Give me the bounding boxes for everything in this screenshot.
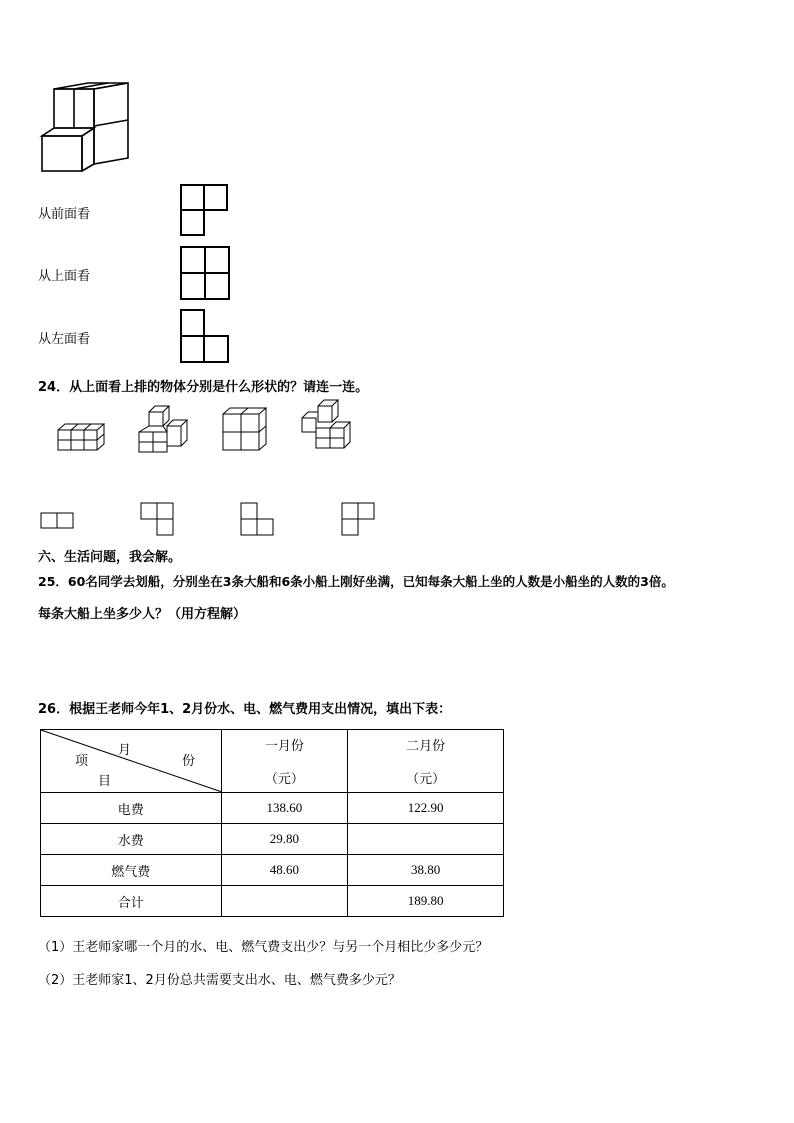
q24-shape-b: [140, 502, 176, 538]
row-january-value: 48.60: [221, 855, 348, 886]
header-february-line1: 二月份: [406, 738, 446, 753]
row-february-value: 38.80: [348, 855, 504, 886]
table-row: [41, 886, 504, 917]
table-corner-header: [41, 730, 222, 793]
q24-shape-c: [240, 502, 276, 538]
corner-label-month-2: 份: [182, 753, 196, 768]
corner-label-month-1: 月: [118, 742, 132, 757]
top-view-shape: [180, 246, 232, 302]
row-january-value: 138.60: [221, 793, 348, 824]
question-25-line2: 每条大船上坐多少人？（用方程解）: [38, 607, 247, 622]
question-25-line1: 25．60名同学去划船，分别坐在3条大船和6条小船上刚好坐满，已知每条大船上坐的人数是小船坐的人数的3倍。: [38, 574, 674, 589]
row-item: 燃气费: [41, 855, 222, 886]
view-label-top: 从上面看: [38, 269, 91, 284]
row-item: 合计: [41, 886, 222, 917]
table-header-row: [41, 730, 504, 793]
row-february-value[interactable]: [348, 824, 504, 855]
header-january: [221, 730, 348, 793]
cube-solid-figure: [38, 80, 133, 175]
row-item: 水费: [41, 824, 222, 855]
question-24: 24．从上面看上排的物体分别是什么形状的？请连一连。: [38, 380, 369, 395]
header-january-line1: 一月份: [264, 738, 304, 753]
question-26-sub1: （1）王老师家哪一个月的水、电、燃气费支出少？与另一个月相比少多少元？: [38, 940, 489, 955]
expense-table: [40, 729, 504, 917]
q24-object-1: [55, 418, 105, 454]
view-label-front: 从前面看: [38, 207, 91, 222]
left-view-shape: [180, 309, 232, 365]
table-row: [41, 855, 504, 886]
section-6-heading: 六、生活问题，我会解。: [38, 550, 182, 565]
header-february: [348, 730, 504, 793]
corner-label-item-2: 目: [98, 773, 112, 788]
corner-label-item-1: 项: [75, 753, 89, 768]
view-label-left: 从左面看: [38, 332, 91, 347]
header-january-unit: （元）: [264, 771, 304, 786]
row-january-value[interactable]: [221, 886, 348, 917]
row-february-value: 189.80: [348, 886, 504, 917]
row-february-value: 122.90: [348, 793, 504, 824]
question-26-sub2: （2）王老师家1、2月份总共需要支出水、电、燃气费多少元？: [38, 973, 401, 988]
q24-object-2: [135, 404, 190, 456]
header-february-unit: （元）: [406, 771, 446, 786]
table-row: [41, 824, 504, 855]
front-view-shape: [180, 184, 230, 238]
q24-shape-d: [341, 502, 377, 538]
q24-object-4: [298, 398, 356, 454]
q24-shape-a: [40, 512, 76, 530]
q24-object-3: [220, 406, 270, 454]
row-item: 电费: [41, 793, 222, 824]
row-january-value: 29.80: [221, 824, 348, 855]
question-26-intro: 26．根据王老师今年1、2月份水、电、燃气费用支出情况，填出下表：: [38, 702, 452, 717]
table-row: [41, 793, 504, 824]
